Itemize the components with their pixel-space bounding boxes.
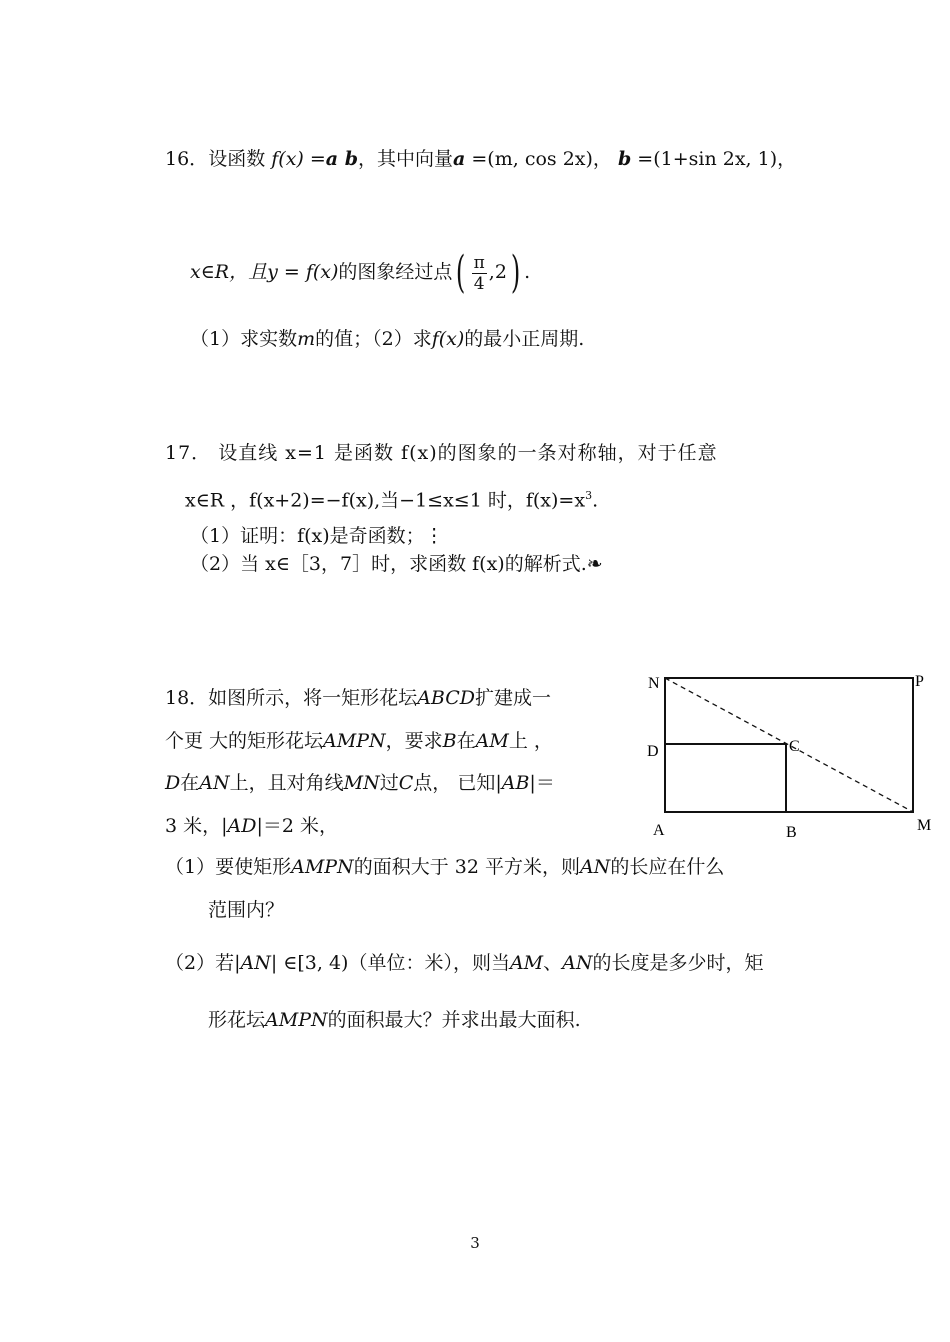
- label-p: P: [915, 673, 924, 690]
- q16-number: 16．: [165, 148, 209, 170]
- q17-line-4: （2）当 x∈［3，7］时，求函数 f(x)的解析式.❧: [190, 553, 603, 575]
- q17-line-1: 17． 设直线 x=1 是函数 f(x)的图象的一条对称轴，对于任意: [165, 442, 718, 464]
- q18-line-7: （2）若|AN| ∈[3, 4)（单位：米），则当AM、AN的长度是多少时，矩: [165, 952, 764, 974]
- q18-line-4: 3 米，|AD|＝2 米，: [165, 815, 339, 837]
- pi-over-4-fraction: $\frac{\pi}{4}$: [473, 252, 485, 294]
- q18-line-8: 形花坛AMPN的面积最大？并求出最大面积.: [208, 1009, 581, 1031]
- rect-abcd: [665, 744, 786, 812]
- label-a: A: [653, 822, 665, 839]
- q18-line-3: D在AN上，且对角线MN过C点， 已知|AB|＝: [165, 772, 555, 794]
- q18-line-2: 个更 大的矩形花坛AMPN，要求B在AM上 ，: [165, 730, 553, 752]
- q16-line-2: x∈R，且y = f(x)的图象经过点( $\frac{\pi}{4}$ ,2) .: [190, 247, 531, 298]
- q16-line-3: （1）求实数m的值；（2）求f(x)的最小正周期.: [190, 328, 585, 350]
- page-number: 3: [470, 1234, 480, 1252]
- label-n: N: [648, 675, 660, 692]
- label-d: D: [647, 743, 659, 760]
- q16-fx: f(x) =: [271, 148, 326, 170]
- label-b: B: [786, 824, 797, 841]
- q18-line-5: （1）要使矩形AMPN的面积大于 32 平方米，则AN的长应在什么: [165, 856, 725, 878]
- label-c: C: [789, 738, 800, 755]
- rectangle-figure: [645, 668, 940, 848]
- q16-line-1: 16．设函数 f(x) =a b，其中向量a =(m, cos 2x)， b =(1+sin 2x, 1)，: [165, 148, 797, 170]
- q18-line-6: 范围内？: [208, 899, 285, 921]
- q17-line-2: x∈R ，f(x+2)=−f(x),当−1≤x≤1 时，$f(x)=x^3$.: [185, 489, 599, 512]
- label-m: M: [917, 817, 932, 834]
- q17-line-3: （1）证明：f(x)是奇函数；⋮: [190, 525, 444, 547]
- q18-line-1: 18．如图所示，将一矩形花坛ABCD扩建成一: [165, 687, 552, 709]
- decorative-mark-icon: ❧: [586, 553, 603, 575]
